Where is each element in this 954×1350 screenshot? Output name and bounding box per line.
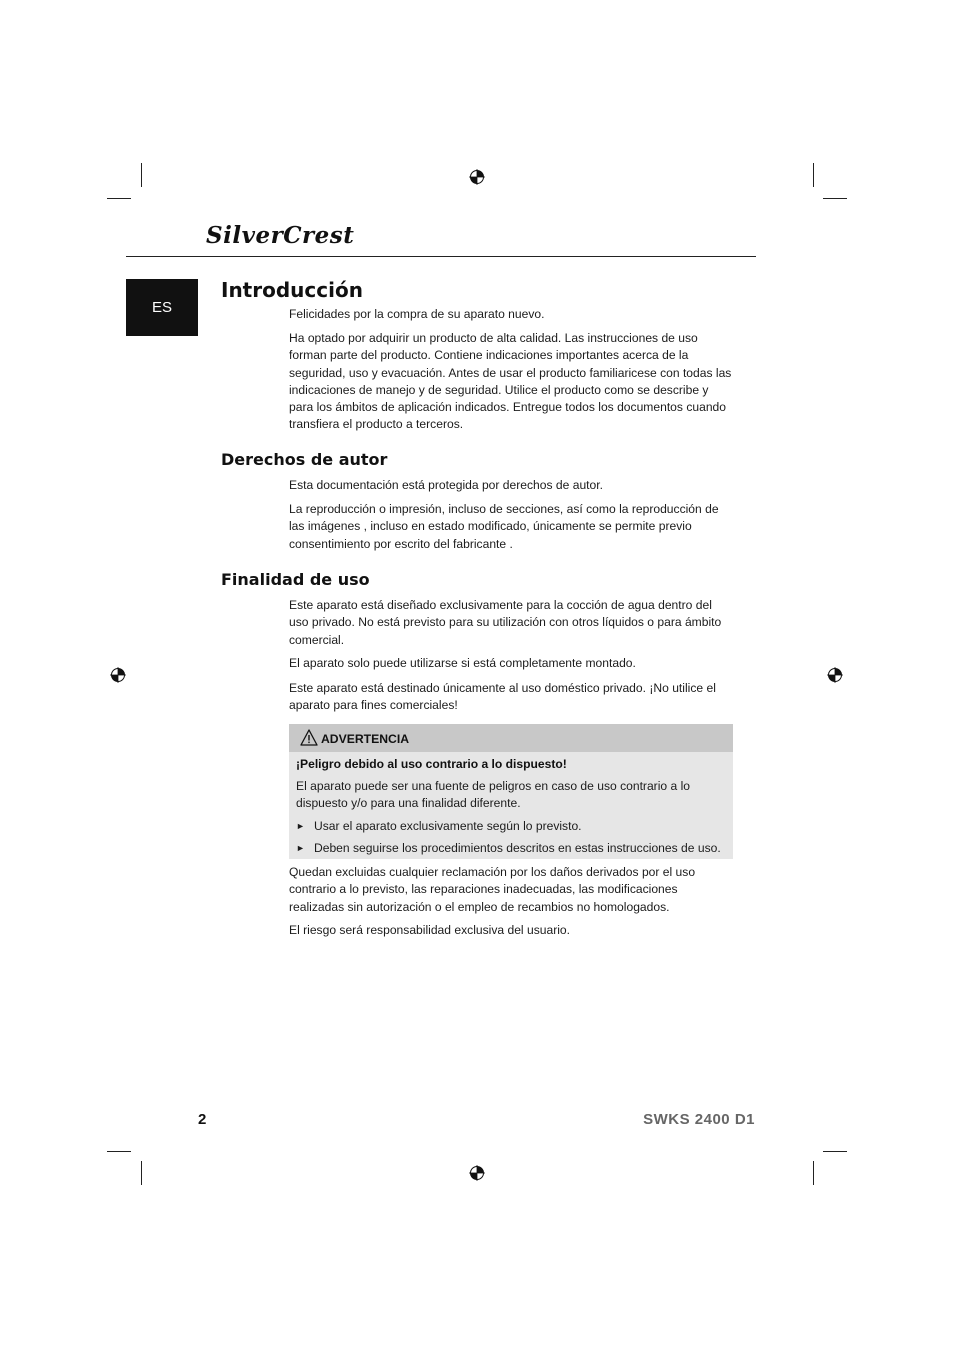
registration-mark-icon <box>469 169 485 185</box>
intended-use-paragraph-4: Quedan excluidas cualquier reclamación por los daños derivados por el uso contrario a lo previsto, las reparaciones inadecuadas, las modificaciones realizadas sin autorización o el empleo de recambios no homologados. <box>289 865 696 914</box>
header-rule <box>126 256 756 257</box>
page-title: Introducción <box>221 278 363 302</box>
page-number: 2 <box>198 1111 207 1128</box>
copyright-heading: Derechos de autor <box>221 450 388 469</box>
bullet-arrow-icon: ► <box>296 821 305 831</box>
model-number: SWKS 2400 D1 <box>643 1111 755 1128</box>
intended-use-paragraph-5: El riesgo será responsabilidad exclusiva del usuario. <box>289 923 570 937</box>
intro-paragraph-2: Ha optado por adquirir un producto de alta calidad. Las instrucciones de uso forman parte del producto. Contiene indicaciones importantes acerca de la seguridad, uso y evacuación. Antes de usar el producto familiaricese con todas las indicaciones de manejo y de seguridad. Utilice el producto como se describe y para los ámbitos de aplicación indicados. Entregue todos los documentos cuando transfiera el producto a terceros. <box>289 331 732 432</box>
intended-use-paragraph-3: Este aparato está destinado únicamente al uso doméstico privado. ¡No utilice el aparato para fines comerciales! <box>289 681 716 713</box>
intended-use-paragraph-2: El aparato solo puede utilizarse si está completamente montado. <box>289 656 636 670</box>
crop-mark <box>823 1151 847 1152</box>
intro-paragraph-1: Felicidades por la compra de su aparato nuevo. <box>289 307 545 321</box>
intended-use-heading: Finalidad de uso <box>221 570 370 589</box>
warning-triangle-icon <box>300 729 318 746</box>
brand-logo: SilverCrest <box>206 222 355 249</box>
registration-mark-icon <box>110 667 126 683</box>
crop-mark <box>107 198 131 199</box>
warning-bullet <box>296 818 582 836</box>
crop-mark <box>141 1161 142 1185</box>
language-tab <box>126 279 198 336</box>
crop-mark <box>813 1161 814 1185</box>
warning-bullet-text: Usar el aparato exclusivamente según lo previsto. <box>314 819 582 833</box>
warning-bullet-text: Deben seguirse los procedimientos descritos en estas instrucciones de uso. <box>314 841 721 855</box>
intended-use-paragraph-1: Este aparato está diseñado exclusivamente para la cocción de agua dentro del uso privado. No está previsto para su utilización con otros líquidos o para ámbito comercial. <box>289 598 722 647</box>
crop-mark <box>141 163 142 187</box>
copyright-paragraph-1: Esta documentación está protegida por derechos de autor. <box>289 478 603 492</box>
warning-subtitle: ¡Peligro debido al uso contrario a lo dispuesto! <box>296 757 567 771</box>
warning-header <box>289 724 733 752</box>
warning-label: ADVERTENCIA <box>321 732 410 746</box>
registration-mark-icon <box>827 667 843 683</box>
warning-text: El aparato puede ser una fuente de peligros en caso de uso contrario a lo dispuesto y/o para una finalidad diferente. <box>296 779 690 811</box>
registration-mark-icon <box>469 1165 485 1181</box>
warning-bullet <box>296 840 721 858</box>
language-tab-label: ES <box>151 299 172 316</box>
crop-mark <box>813 163 814 187</box>
bullet-arrow-icon: ► <box>296 843 305 853</box>
crop-mark <box>823 198 847 199</box>
warning-box <box>289 724 733 859</box>
copyright-paragraph-2: La reproducción o impresión, incluso de secciones, así como la reproducción de las imágenes , incluso en estado modificado, únicamente se permite previo consentimiento por escrito del fabricante . <box>289 502 719 551</box>
crop-mark <box>107 1151 131 1152</box>
